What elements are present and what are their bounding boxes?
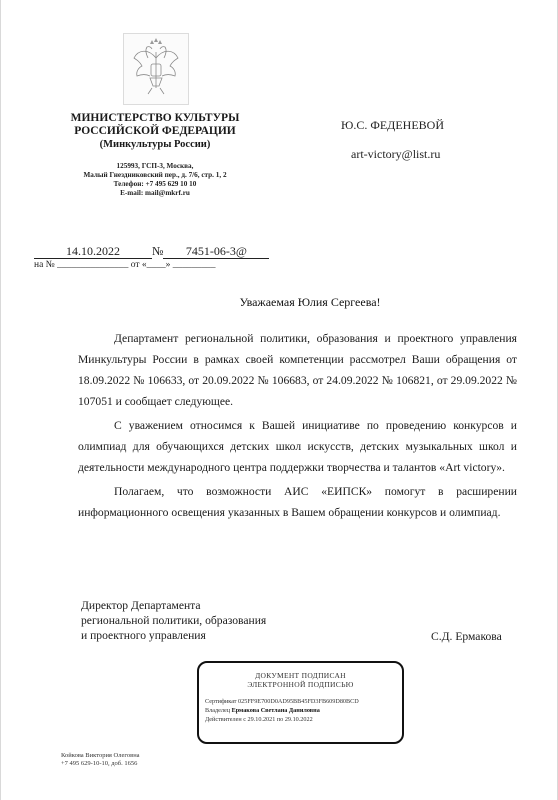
addressee-block [341,118,501,162]
address-phone: Телефон: +7 495 629 10 10 [113,180,197,188]
stamp-valid-to: 29.10.2022 [284,716,313,723]
stamp-cert-value: 025FF9E700D0AD95BB45FD3FB609D80BCD [238,698,359,705]
ministry-short-name: (Минкультуры России) [99,139,211,150]
paragraph-1: Департамент региональной политики, образования и проектного управления Минкультуры России в рамках своей компетенции рассмотрел Ваши обращения от 18.09.2022 № 106633, от 20.09.2022 № 106683, от 24.09.2022 № 106821, от 29.09.2022 № 107051 и сообщает следующее. [78,332,517,408]
executor-name: Койкова Виктория Олеговна [61,752,140,759]
paragraph-3: Полагаем, что возможности АИС «ЕИПСК» помогут в расширении информационного освещения указанных в Вашем обращении конкурсов и олимпиад. [78,485,517,519]
addressee-name: Ю.С. ФЕДЕНЕВОЙ [341,118,444,132]
ministry-address [55,162,255,198]
stamp-cert-label: Сертификат [205,698,237,705]
electronic-signature-stamp [197,661,404,744]
reference-prefix: на № [34,260,55,270]
signer-name: С.Д. Ермакова [431,630,502,643]
stamp-valid-to-label: по [276,716,284,723]
addressee-email: art-victory@list.ru [351,147,441,161]
address-line-1: 125993, ГСП-3, Москва, [116,162,194,170]
reference-blank: _______________ [57,260,129,270]
executor-footer [61,752,140,768]
greeting: Уважаемая Юлия Сергеева! [239,295,381,309]
letter-body [78,328,517,526]
registration-date: 14.10.2022 [34,245,152,259]
stamp-valid-from-label: с [243,716,246,723]
stamp-title-1: ДОКУМЕНТ ПОДПИСАН [255,671,346,680]
paragraph-2: С уважением относимся к Вашей инициативе по проведению конкурсов и олимпиад для обучающихся детских школ искусств, детских музыкальных школ и деятельности международного центра поддержки творчества и талантов «Art victory». [78,419,517,474]
address-email: E-mail: mail@mkrf.ru [120,189,190,197]
ministry-name [55,112,255,151]
signature-line-1: Директор Департамента [81,599,201,612]
address-line-2: Малый Гнездниковский пер., д. 7/6, стр. 1, 2 [83,171,227,179]
stamp-certificate [205,697,396,706]
stamp-valid-from: 29.10.2021 [247,716,276,723]
registration-line [34,244,269,259]
stamp-valid-label: Действителен [205,716,242,723]
reference-line [34,260,216,270]
signature-position [81,598,266,643]
ministry-line-1: МИНИСТЕРСТВО КУЛЬТУРЫ [70,112,240,124]
stamp-validity [205,715,396,724]
coat-of-arms-emblem [123,33,189,105]
stamp-title-2: ЭЛЕКТРОННОЙ ПОДПИСЬЮ [247,680,354,689]
ministry-line-2: РОССИЙСКОЙ ФЕДЕРАЦИИ [74,125,236,137]
executor-phone: +7 495 629-10-10, доб. 1656 [61,760,138,767]
double-headed-eagle-icon [128,38,184,100]
reference-from: от «____» _________ [130,260,216,270]
registration-number: 7451-06-3@ [163,245,269,259]
registration-number-sign: № [152,244,164,258]
stamp-owner-label: Владелец [205,707,231,714]
signature-line-2: региональной политики, образования [81,614,267,627]
signature-line-3: и проектного управления [81,629,206,642]
stamp-owner-value: Ермакова Светлана Даниловна [231,707,320,714]
stamp-owner [205,706,396,715]
